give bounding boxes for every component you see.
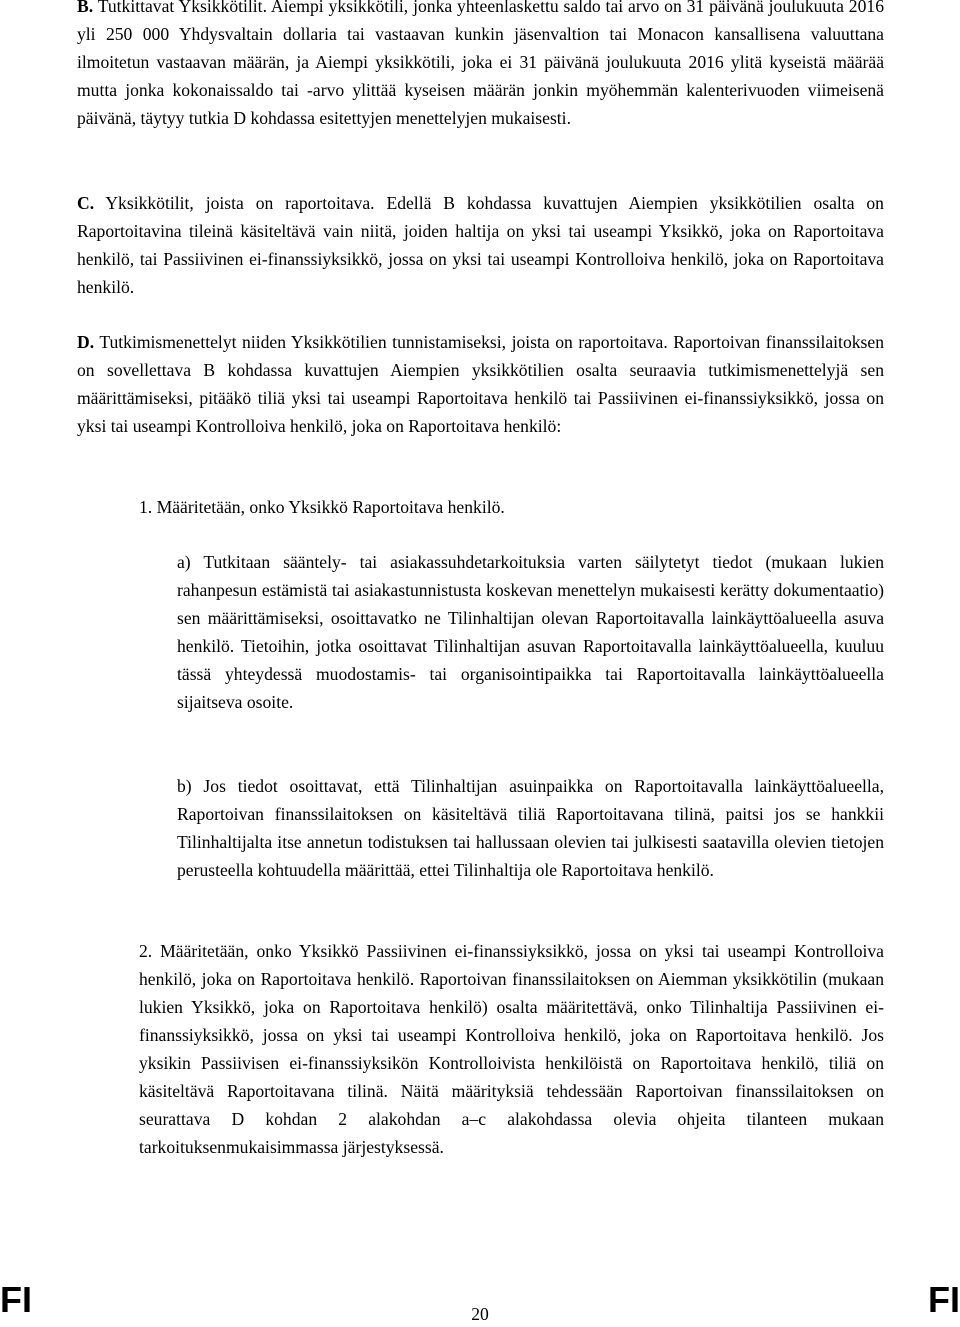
section-d-text: Raportoivan finanssilaitoksen on sovellettava B kohdassa kuvattujen Aiempien yksikkötilien osalta seuraavia tutkimismenettelyjä sen määrittämiseksi, pitääkö tiliä yksi tai useampi Raportoitava henkilö tai Passiivinen ei-finanssiyksikkö, jossa on yksi tai useampi Kontrolloiva henkilö, joka on Raportoitava henkilö: (77, 332, 884, 436)
footer-language-left: FI (0, 1279, 32, 1320)
item-1: 1. Määritetään, onko Yksikkö Raportoitava henkilö. (139, 497, 505, 517)
item-a: a) Tutkitaan sääntely- tai asiakassuhdetarkoituksia varten säilytetyt tiedot (mukaan lukien rahanpesun estämistä tai asiakastunnistusta koskevan menettelyn mukaisesti kerätty dokumentaatio) sen määrittämiseksi, osoittavatko ne Tilinhaltijan olevan Raportoitavalla lainkäyttöalueella asuva henkilö. Tietoihin, jotka osoittavat Tilinhaltijan asuvan Raportoitavalla lainkäyttöalueella, kuuluu tässä yhteydessä muodostamis- tai organisointipaikka tai Raportoitavalla lainkäyttöalueella sijaitseva osoite. (177, 552, 884, 712)
section-b-title: Tutkittavat Yksikkötilit. (97, 0, 267, 16)
footer-language-right: FI (928, 1279, 960, 1320)
section-b (77, 0, 884, 132)
section-c (77, 189, 884, 301)
page-number: 20 (471, 1304, 489, 1324)
section-c-title: Yksikkötilit, joista on raportoitava. (105, 193, 375, 213)
section-b-heading: B. (77, 0, 94, 16)
section-c-text: Edellä B kohdassa kuvattujen Aiempien yksikkötilien osalta on Raportoitavina tileinä käsiteltävä vain niitä, joiden haltija on yksi tai useampi Yksikkö, joka on Raportoitava henkilö, tai Passiivinen ei-finanssiyksikkö, jossa on yksi tai useampi Kontrolloiva henkilö, joka on Raportoitava henkilö. (77, 193, 884, 297)
section-d-title: Tutkimismenettelyt niiden Yksikkötilien tunnistamiseksi, joista on raportoitava. (99, 332, 668, 352)
item-b: b) Jos tiedot osoittavat, että Tilinhaltijan asuinpaikka on Raportoitavalla lainkäyttöalueella, Raportoivan finanssilaitoksen on käsiteltävä tiliä Raportoitavana tilinä, paitsi jos se hankkii Tilinhaltijalta itse annetun todistuksen tai hallussaan olevien tai julkisesti saatavilla olevien tietojen perusteella kohtuudella määrittää, ettei Tilinhaltija ole Raportoitava henkilö. (177, 776, 884, 880)
item-2: 2. Määritetään, onko Yksikkö Passiivinen ei-finanssiyksikkö, jossa on yksi tai useampi Kontrolloiva henkilö, joka on Raportoitava henkilö. Raportoivan finanssilaitoksen on Aiemman yksikkötilin (mukaan lukien Yksikkö, joka on Raportoitava henkilö) osalta määritettävä, onko Tilinhaltija Passiivinen ei-finanssiyksikkö, jossa on yksi tai useampi Kontrolloiva henkilö, joka on Raportoitava henkilö. Jos yksikin Passiivisen ei-finanssiyksikön Kontrolloivista henkilöistä on Raportoitava henkilö, tiliä on käsiteltävä Raportoitavana tilinä. Näitä määrityksiä tehdessään Raportoivan finanssilaitoksen on seurattava D kohdan 2 alakohdan a–c alakohdassa olevia ohjeita tilanteen mukaan tarkoituksenmukaisimmassa järjestyksessä. (139, 941, 884, 1157)
section-d (77, 328, 884, 440)
section-d-heading: D. (77, 332, 95, 352)
section-c-heading: C. (77, 193, 95, 213)
section-b-text: Aiempi yksikkötili, jonka yhteenlaskettu saldo tai arvo on 31 päivänä joulukuuta 2016 yli 250 000 Yhdysvaltain dollaria tai vastaavan kunkin jäsenvaltion tai Monacon kansallisena valuuttana ilmoitetun vastaavan määrän, ja Aiempi yksikkötili, joka ei 31 päivänä joulukuuta 2016 ylitä kyseistä määrää mutta jonka kokonaissaldo tai -arvo ylittää kyseisen määrän jonkin myöhemmän kalenterivuoden viimeisenä päivänä, täytyy tutkia D kohdassa esitettyjen menettelyjen mukaisesti. (77, 0, 884, 128)
